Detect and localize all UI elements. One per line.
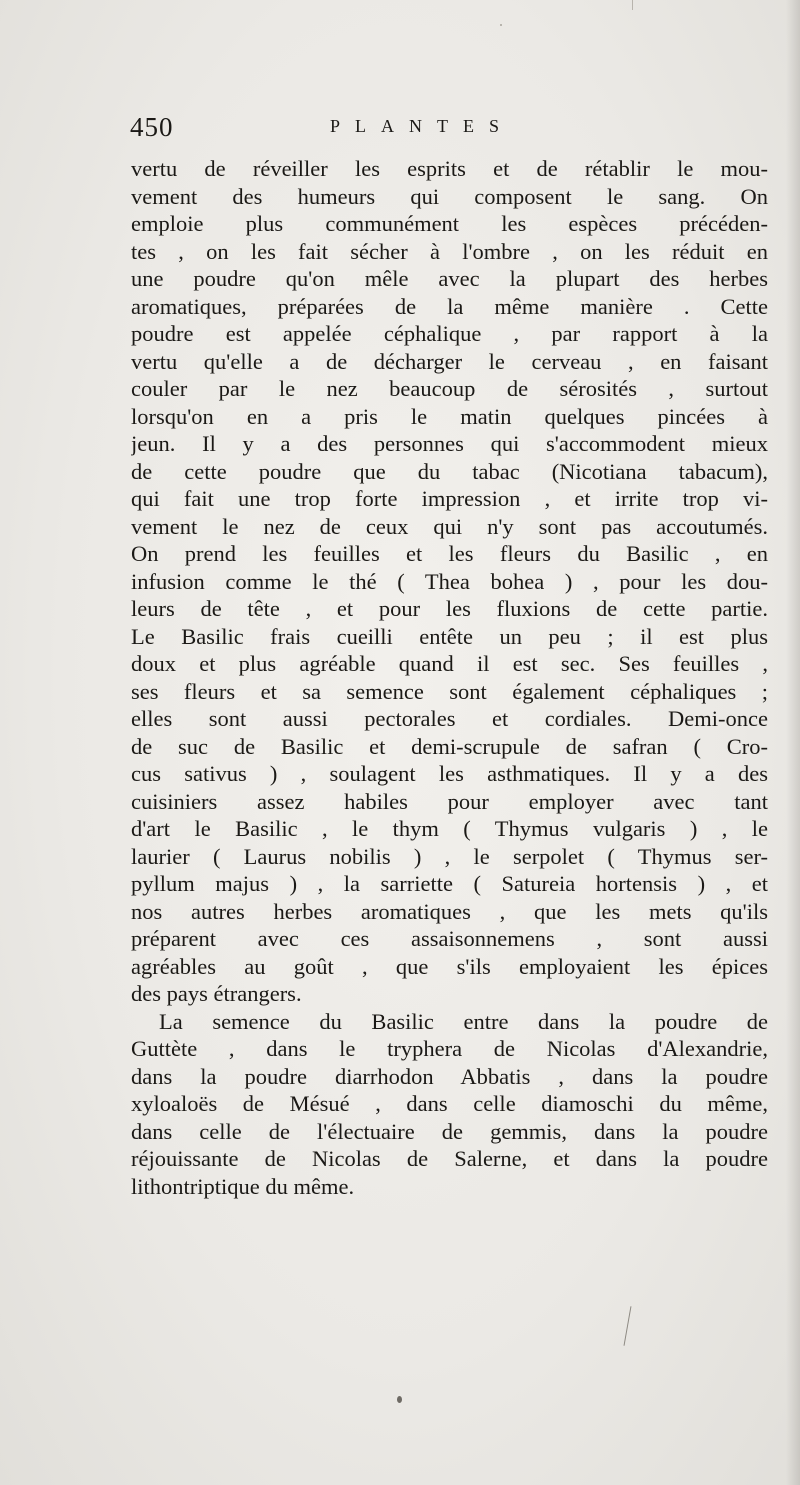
- text-line: vement des humeurs qui composent le sang. On: [131, 183, 768, 209]
- text-line: nos autres herbes aromatiques , que les mets qu'ils: [131, 898, 768, 924]
- text-line: infusion comme le thé ( Thea bohea ) , pour les dou-: [131, 568, 768, 594]
- text-line: de cette poudre que du tabac (Nicotiana tabacum),: [131, 458, 768, 484]
- text-line: lorsqu'on en a pris le matin quelques pincées à: [131, 403, 768, 429]
- paper-speck: [397, 1396, 402, 1403]
- text-line: cus sativus ) , soulagent les asthmatiques. Il y a des: [131, 761, 768, 786]
- text-line: qui fait une trop forte impression , et irrite trop vi-: [131, 486, 768, 511]
- text-line: préparent avec ces assaisonnemens , sont aussi: [131, 926, 768, 951]
- text-line: agréables au goût , que s'ils employaient les épices: [131, 953, 768, 979]
- text-line: une poudre qu'on mêle avec la plupart des herbes: [131, 266, 768, 291]
- page-number: 450: [130, 112, 174, 142]
- text-line: ses fleurs et sa semence sont également céphaliques ;: [131, 678, 768, 704]
- text-line: pyllum majus ) , la sarriette ( Satureia hortensis ) , et: [131, 871, 768, 896]
- text-line: vertu de réveiller les esprits et de rétablir le mou-: [131, 156, 768, 181]
- running-title: PLANTES: [330, 116, 515, 136]
- text-line: de suc de Basilic et demi-scrupule de safran ( Cro-: [131, 733, 768, 759]
- paper-mark: [632, 0, 633, 10]
- page-edge-shadow: [786, 0, 800, 1485]
- text-line: xyloaloës de Mésué , dans celle diamoschi du même,: [131, 1091, 768, 1116]
- text-line: vement le nez de ceux qui n'y sont pas accoutumés.: [131, 513, 768, 539]
- text-line: vertu qu'elle a de décharger le cerveau , en faisant: [131, 348, 768, 374]
- text-line: tes , on les fait sécher à l'ombre , on les réduit en: [131, 238, 768, 264]
- text-line: elles sont aussi pectorales et cordiales. Demi-once: [131, 706, 768, 731]
- text-line: dans la poudre diarrhodon Abbatis , dans la poudre: [131, 1063, 768, 1089]
- body-text: [131, 155, 768, 1200]
- text-line: des pays étrangers.: [131, 981, 302, 1006]
- text-line: cuisiniers assez habiles pour employer avec tant: [131, 788, 768, 814]
- text-line: leurs de tête , et pour les fluxions de cette partie.: [131, 596, 768, 621]
- text-line: dans celle de l'électuaire de gemmis, dans la poudre: [131, 1118, 768, 1144]
- text-line: La semence du Basilic entre dans la poudre de: [159, 1008, 768, 1034]
- text-line: doux et plus agréable quand il est sec. Ses feuilles ,: [131, 651, 768, 676]
- text-line: Le Basilic frais cueilli entête un peu ; il est plus: [131, 623, 768, 649]
- text-line: On prend les feuilles et les fleurs du Basilic , en: [131, 541, 768, 566]
- paper-scratch: [624, 1306, 632, 1346]
- paragraph-1: [131, 155, 768, 1008]
- text-line: Guttète , dans le tryphera de Nicolas d'Alexandrie,: [131, 1036, 768, 1061]
- text-line: couler par le nez beaucoup de sérosités , surtout: [131, 376, 768, 401]
- text-line: emploie plus communément les espèces précéden-: [131, 211, 768, 236]
- text-line: laurier ( Laurus nobilis ) , le serpolet ( Thymus ser-: [131, 843, 768, 869]
- text-line: d'art le Basilic , le thym ( Thymus vulgaris ) , le: [131, 816, 768, 841]
- text-line: lithontriptique du même.: [131, 1173, 355, 1199]
- text-line: poudre est appelée céphalique , par rapport à la: [131, 321, 768, 346]
- text-line: réjouissante de Nicolas de Salerne, et dans la poudre: [131, 1146, 768, 1171]
- text-line: aromatiques, préparées de la même manière . Cette: [131, 293, 768, 319]
- paragraph-2: [131, 1008, 768, 1201]
- paper-speck: [500, 24, 502, 26]
- text-line: jeun. Il y a des personnes qui s'accommodent mieux: [131, 431, 768, 456]
